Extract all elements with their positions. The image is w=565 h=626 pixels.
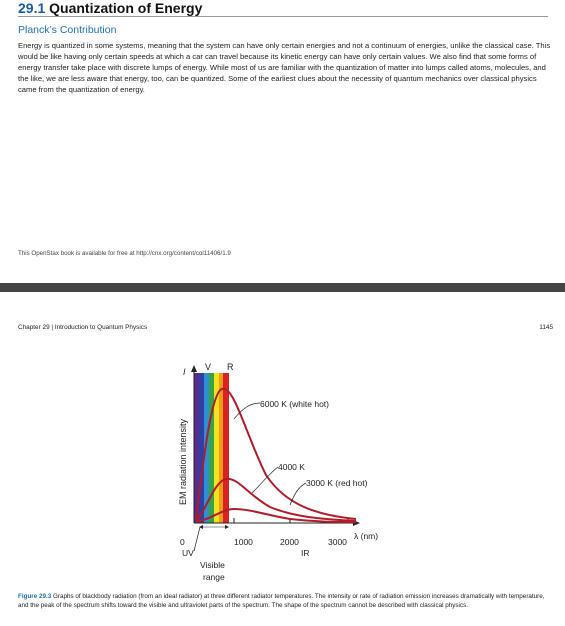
curve-label-4000k: 4000 K [278,462,305,472]
figure-label: Figure 29.3 [18,593,52,600]
range-label: range [203,572,225,582]
top-page-section [0,0,565,283]
curve-label-3000k: 3000 K (red hot) [306,478,368,488]
spectrum-stripe-green [209,373,214,523]
x-axis-symbol: λ (nm) [354,531,379,541]
band-label-red: R [227,362,234,372]
tick-label-1000: 1000 [234,537,253,547]
body-paragraph: Energy is quantized in some systems, meaning that the system can have only certain energies and not a continuum of energies, unlike the classical case. This would be like having only certain speeds at which a car can travel because its kinetic energy can have only certain values. We also find that some forms of energy transfer take place with discrete lumps of energy. While most of us are familiar with the quantization of matter into lumps called atoms, molecules, and the like, we are less aware that energy, too, can be quantized. Some of the earliest clues about the necessity of quantum mechanics over classical physics came from the quantization of energy. [18,41,551,94]
title-divider [18,16,548,17]
figure-caption [18,593,553,611]
spectrum-stripe-red [223,373,229,523]
running-head: Chapter 29 | Introduction to Quantum Physics [18,324,148,331]
y-axis-symbol: I [183,367,186,377]
tick-label-0: 0 [180,537,185,547]
ir-label: IR [301,548,310,558]
page-footer-note: This OpenStax book is available for free at http://cnx.org/content/col11406/1.9 [18,250,231,257]
leader-6000k [234,403,260,419]
bracket-arrow-right [225,525,229,529]
spectrum-stripe-indigo [199,373,204,523]
uv-pointer [194,527,200,551]
subsection-heading: Planck’s Contribution [18,24,117,36]
curve-label-6000k: 6000 K (white hot) [260,399,329,409]
band-label-violet: V [205,362,212,372]
tick-label-2000: 2000 [280,537,299,547]
blackbody-graph [170,355,400,590]
tick-label-3000: 3000 [328,537,347,547]
visible-label: Visible [200,560,225,570]
uv-label: UV [182,548,194,558]
page-separator [0,283,565,292]
section-number: 29.1 [18,0,46,16]
page-number: 1145 [539,324,553,331]
blackbody-figure [170,355,400,590]
spectrum-stripe-orange [219,373,223,523]
caption-text: Graphs of blackbody radiation (from an ideal radiator) at three different radiator temperatures. The intensity or rate of radiation emission increases dramatically with temperature, and the peak of the spectrum shifts toward the visible and ultraviolet parts of the spectrum. The shape of the spectrum cannot be described with classical physics. [18,593,545,609]
section-title-text: Quantization of Energy [49,0,203,16]
section-title [18,0,202,16]
y-axis-arrow [191,365,197,372]
y-axis-label: EM radiation intensity [178,418,188,505]
